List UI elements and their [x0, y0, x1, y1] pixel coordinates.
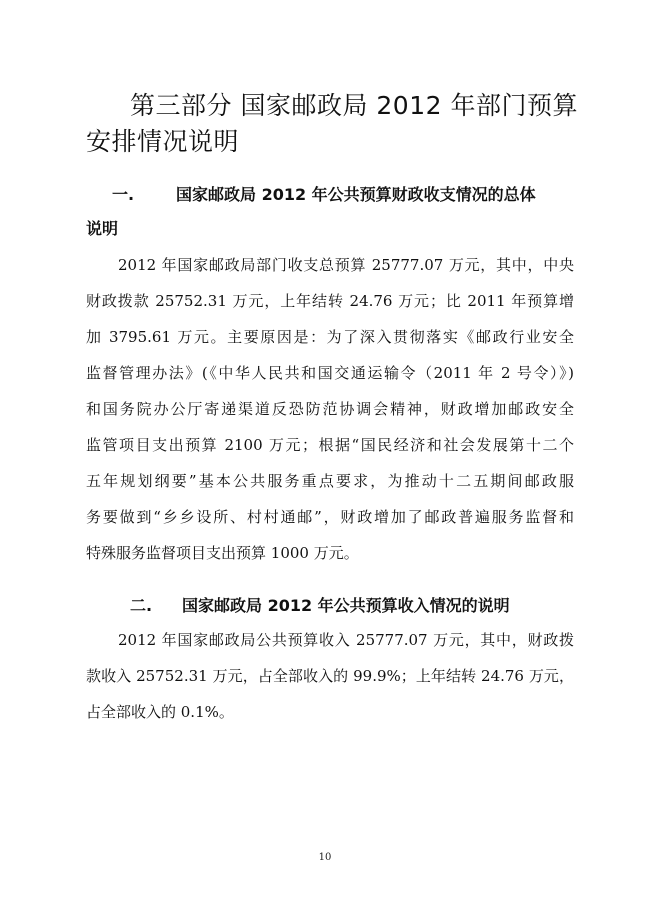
- section-1-paragraph-line: 监管项目支出预算 2100 万元；根据“国民经济和社会发展第十二个: [86, 436, 574, 454]
- section-1-paragraph-line: 特殊服务监督项目支出预算 1000 万元。: [86, 544, 359, 562]
- section-1-paragraph-line: 2012 年国家邮政局部门收支总预算 25777.07 万元，其中，中央: [118, 256, 574, 274]
- section-1-heading-text: 国家邮政局 2012 年公共预算财政收支情况的总体: [176, 185, 536, 204]
- section-1-heading-continuation: 说明: [86, 219, 119, 238]
- section-1-paragraph-line: 财政拨款 25752.31 万元，上年结转 24.76 万元；比 2011 年预算增: [86, 292, 574, 310]
- section-2-paragraph-line: 占全部收入的 0.1%。: [86, 703, 234, 721]
- section-1-number: 一.: [112, 185, 135, 204]
- section-1-paragraph-line: 和国务院办公厅寄递渠道反恐防范协调会精神，财政增加邮政安全: [86, 400, 574, 418]
- section-1-paragraph-line: 务要做到“乡乡设所、村村通邮”，财政增加了邮政普遍服务监督和: [86, 508, 574, 526]
- section-2-heading-text: 国家邮政局 2012 年公共预算收入情况的说明: [182, 596, 510, 615]
- section-1-paragraph-line: 五年规划纲要”基本公共服务重点要求，为推动十二五期间邮政服: [86, 472, 574, 490]
- section-2-heading: [130, 596, 510, 616]
- page-number: 10: [318, 852, 332, 863]
- section-2-paragraph-line: 款收入 25752.31 万元，占全部收入的 99.9%；上年结转 24.76 万元，: [86, 667, 574, 685]
- section-1-heading: [112, 185, 536, 205]
- section-2-number: 二.: [130, 596, 153, 615]
- section-1-paragraph-line: 加 3795.61 万元。主要原因是：为了深入贯彻落实《邮政行业安全: [86, 328, 574, 346]
- section-1-paragraph-line: 监督管理办法》(《中华人民共和国交通运输令（2011 年 2 号令）》): [86, 364, 574, 382]
- document-title: 第三部分 国家邮政局 2012 年部门预算安排情况说明: [86, 91, 578, 156]
- section-2-paragraph-line: 2012 年国家邮政局公共预算收入 25777.07 万元，其中，财政拨: [118, 631, 574, 649]
